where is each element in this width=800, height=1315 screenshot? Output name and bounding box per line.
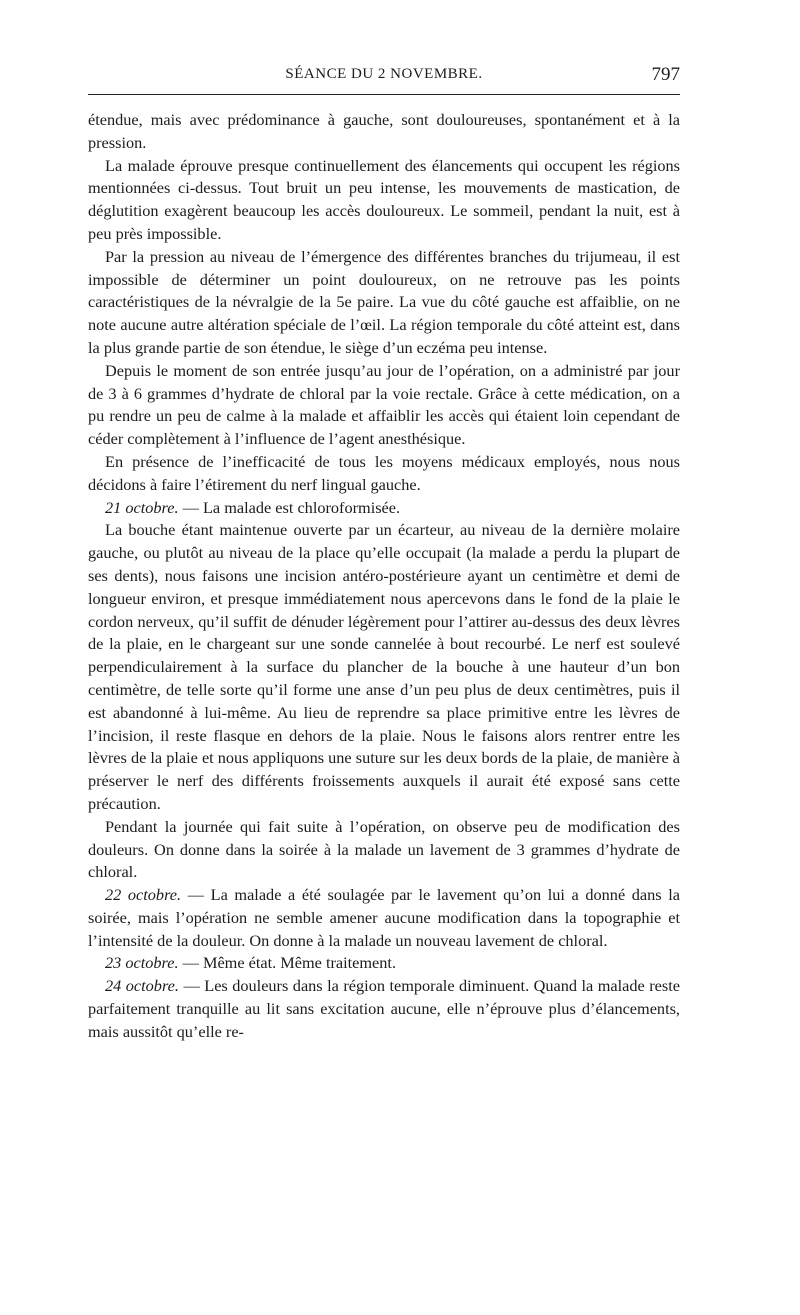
paragraph-text: La bouche étant maintenue ouverte par un écarteur, au niveau de la dernière molaire gauche, ou plutôt au niveau de la place qu’elle occupait (la malade a perdu la plupart de ses dents), nous faisons une incision antéro-postérieure ayant un centimètre et demi de longueur environ, et presque immédiatement nous apercevons dans le fond de la plaie le cordon nerveux, qu’il suffit de dénuder légèrement pour l’attirer au-dessus des deux lèvres de la plaie, en le chargeant sur une sonde cannelée à bout recourbé. Le nerf est soulevé perpendiculairement à la surface du plancher de la bouche à une hauteur d’un bon centimètre, de telle sorte qu’il forme une anse d’un peu plus de deux centimètres, puis il est abandonné à lui-même. Au lieu de reprendre sa place primitive entre les lèvres de l’incision, il reste flasque en dehors de la plaie. Nous le faisons alors rentrer entre les lèvres de la plaie et nous appliquons une suture sur les deux bords de la plaie, de manière à préserver le nerf des différents froissements auxquels il aurait été exposé sans cette précaution.: [88, 520, 680, 813]
running-title: SÉANCE DU 2 NOVEMBRE.: [285, 66, 483, 82]
entry-date: 23 octobre.: [105, 953, 179, 973]
entry-date: 21 octobre.: [105, 497, 179, 517]
paragraph: [88, 246, 680, 360]
page: [88, 60, 680, 1044]
paragraph-text: Par la pression au niveau de l’émergence des différentes branches du trijumeau, il est impossible de déterminer un point douloureux, on ne retrouve pas les points caractéristiques de la névralgie de la 5e paire. La vue du côté gauche est affaiblie, on ne note aucune autre altération spéciale de l’œil. La région temporale du côté atteint est, dans la plus grande partie de son étendue, le siège d’un eczéma peu intense.: [88, 246, 680, 357]
paragraph-text: En présence de l’inefficacité de tous les moyens médicaux employés, nous nous décidons à faire l’étirement du nerf lingual gauche.: [88, 451, 680, 494]
header-rule: [88, 94, 680, 95]
paragraph: [88, 360, 680, 451]
paragraph-text: Depuis le moment de son entrée jusqu’au jour de l’opération, on a administré par jour de 3 à 6 grammes d’hydrate de chloral par la voie rectale. Grâce à cette médication, on a pu rendre un peu de calme à la malade et affaiblir les accès qui étaient loin cependant de céder complètement à l’influence de l’agent anesthésique.: [88, 360, 680, 449]
paragraph: [88, 155, 680, 246]
paragraph-text: — La malade a été soulagée par le lavement qu’on lui a donné dans la soirée, mais l’opération ne semble amener aucune modification dans la topographie et l’intensité de la douleur. On donne à la malade un nouveau lavement de chloral.: [88, 885, 680, 950]
paragraph-text: Pendant la journée qui fait suite à l’opération, on observe peu de modification des douleurs. On donne dans la soirée à la malade un lavement de 3 grammes d’hydrate de chloral.: [88, 816, 680, 882]
body-text: [88, 109, 680, 1044]
paragraph-text: étendue, mais avec prédominance à gauche, sont douloureuses, spontanément et à la pression.: [88, 110, 680, 152]
paragraph: [88, 109, 680, 155]
paragraph: [88, 451, 680, 497]
paragraph: [88, 975, 680, 1043]
paragraph: [88, 497, 680, 520]
paragraph-text: La malade éprouve presque continuellement des élancements qui occupent les régions mentionnées ci-dessus. Tout bruit un peu intense, les mouvements de mastication, de déglutition exagèrent beaucoup les accès douloureux. Le sommeil, pendant la nuit, est à peu près impossible.: [88, 155, 680, 243]
paragraph-text: — Les douleurs dans la région temporale diminuent. Quand la malade reste parfaitement tranquille au lit sans excitation aucune, elle n’éprouve plus d’élancements, mais aussitôt qu’elle re-: [88, 976, 680, 1041]
entry-date: 24 octobre.: [105, 976, 179, 996]
paragraph-text: — La malade est chloroformisée.: [178, 497, 401, 517]
paragraph: [88, 884, 680, 952]
running-header: [88, 60, 680, 92]
paragraph: [88, 519, 680, 815]
paragraph: [88, 952, 680, 975]
paragraph-text: — Même état. Même traitement.: [178, 953, 397, 973]
page-number: 797: [651, 64, 680, 85]
entry-date: 22 octobre.: [105, 885, 182, 905]
paragraph: [88, 816, 680, 884]
